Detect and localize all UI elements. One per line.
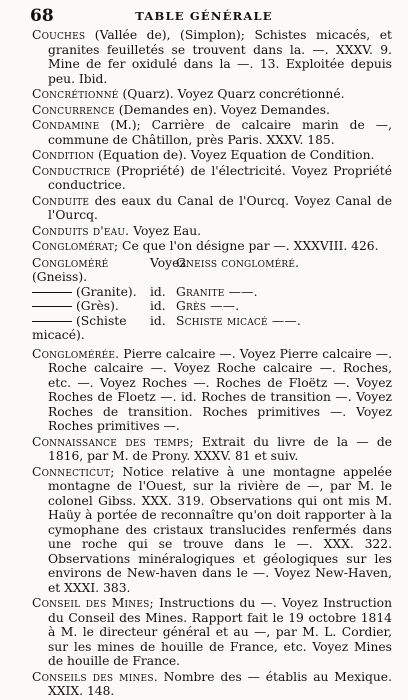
conglomere-ref: id. [150,299,166,313]
entry-text: (Propriété) de l'électricité. Voyez Propriété conductrice. [48,163,392,192]
conglomere-ref: id. [150,284,166,299]
ditto-rule [32,292,72,293]
entry-head: Couches [32,28,86,42]
conglomere-variety [32,314,150,343]
entry-text: (Demandes en). Voyez Demandes. [118,102,330,117]
entry-head: Connaissance des temps; [32,434,194,449]
page-number: 68 [30,6,54,26]
conglomere-ref: Voyez [150,255,186,270]
index-entry [32,347,392,434]
conglomere-variety [32,256,150,285]
index-entries [32,28,392,700]
conglomere-variety [32,299,150,314]
index-entry [32,435,392,464]
entry-text: Voyez Eau. [133,223,202,238]
index-entry [32,194,392,223]
entry-head: Conduits d'eau. [32,223,130,238]
entry-text: Nombre des — établis au Mexique. XXIX. 148. [48,669,392,698]
conglomere-target: Granite ——. [176,284,258,299]
entry-text: Pierre calcaire —. Voyez Pierre calcaire —. Roche calcaire —. Voyez Roche calcaire —. Roches, etc. —. Voyez Roches —. Roches de Floëtz —. Voyez Roches de Floetz —. id. Roches de transition —. Voyez Roches de transition. Roches primitives —. Voyez Roches primitives —. [48,346,392,433]
entry-text: Extrait du livre de la — de 1816, par M. de Prony. XXXV. 81 et suiv. [48,434,392,463]
entry-head: Connecticut; [32,464,115,479]
entry-text: (Equation de). Voyez Equation de Condition. [97,148,375,162]
conglomere-paren: (Schiste micacé). [32,313,127,342]
entry-head: Conseil des Mines; [32,596,154,610]
index-entry [32,670,392,699]
entry-head: Conductrice [32,163,111,178]
entry-head: Concrétionné [32,87,119,101]
entry-text: des eaux du Canal de l'Ourcq. Voyez Canal de l'Ourcq. [48,193,392,222]
entry-text: ; Ce que l'on désigne par —. XXXVIII. 426. [113,239,379,253]
entry-head: Condamine [32,118,100,132]
index-entry [32,596,392,669]
ditto-rule [32,321,72,322]
index-entry [32,28,392,86]
entry-text: (Quarz). Voyez Quarz concrétionné. [122,87,345,101]
entry-text: (Vallée de), (Simplon); Schistes micacés, et granites feuilletés se trouvent dans la. —. XXXV. 9. Mine de fer oxidulé dans la —. 13. Exploitée depuis peu. Ibid. [48,28,392,86]
entry-head: Condition [32,148,95,162]
running-title: TABLE GÉNÉRALE [135,9,273,23]
conglomere-target: Grès ——. [176,299,240,313]
entry-head: Conglomérat [32,239,114,253]
conglomere-paren: (Gneiss). [32,270,88,284]
entry-head: Conduite [32,193,90,208]
page-header [0,6,408,28]
index-entry [32,87,392,102]
conglomere-paren: (Grès). [76,299,119,313]
entry-head: Conseils des mines. [32,669,158,684]
conglomere-target: Schiste micacé ——. [176,313,301,328]
conglomere-row [32,256,392,285]
index-entry [32,164,392,193]
conglomere-row [32,314,392,343]
entry-head: Concurrence [32,102,115,117]
conglomere-target: Gneiss congloméré. [176,255,300,270]
conglomere-row [32,285,392,300]
index-entry [32,224,392,239]
conglomere-lead: Congloméré [32,255,109,270]
index-entry [32,148,392,163]
entry-text: (M.); Carrière de calcaire marin de —, commune de Châtillon, près Paris. XXXV. 185. [48,118,392,147]
conglomere-ref: id. [150,313,166,328]
index-entry [32,239,392,254]
index-entry [32,118,392,147]
entry-head: Conglomérée. [32,346,120,361]
index-entry [32,465,392,596]
ditto-rule [32,306,72,307]
index-entry [32,103,392,118]
conglomere-paren: (Granite). [76,284,137,299]
conglomere-variety [32,285,150,300]
conglomere-table [32,256,392,343]
entry-text: Notice relative à une montagne appelée montagne de l'Ouest, sur la rivière de —, par M. le colonel Gibss. XXX. 319. Observations qui ont mis M. Haüy à portée de reconnaître qu'on doit rapporter à la cymophane des cristaux translucides renfermés dans une roche qui se trouve dans le —. XXX. 322. Observations minéralogiques et géologiques sur les environs de New-haven dans le —. Voyez New-Haven, et XXXI. 383. [48,464,392,595]
conglomere-row [32,299,392,314]
entry-text: Instructions du —. Voyez Instruction du Conseil des Mines. Rapport fait le 19 octobre 1814 à M. le directeur général et au —, par M. L. Cordier, sur les mines de houille de France, etc. Voyez Mines de houille de France. [48,596,392,668]
